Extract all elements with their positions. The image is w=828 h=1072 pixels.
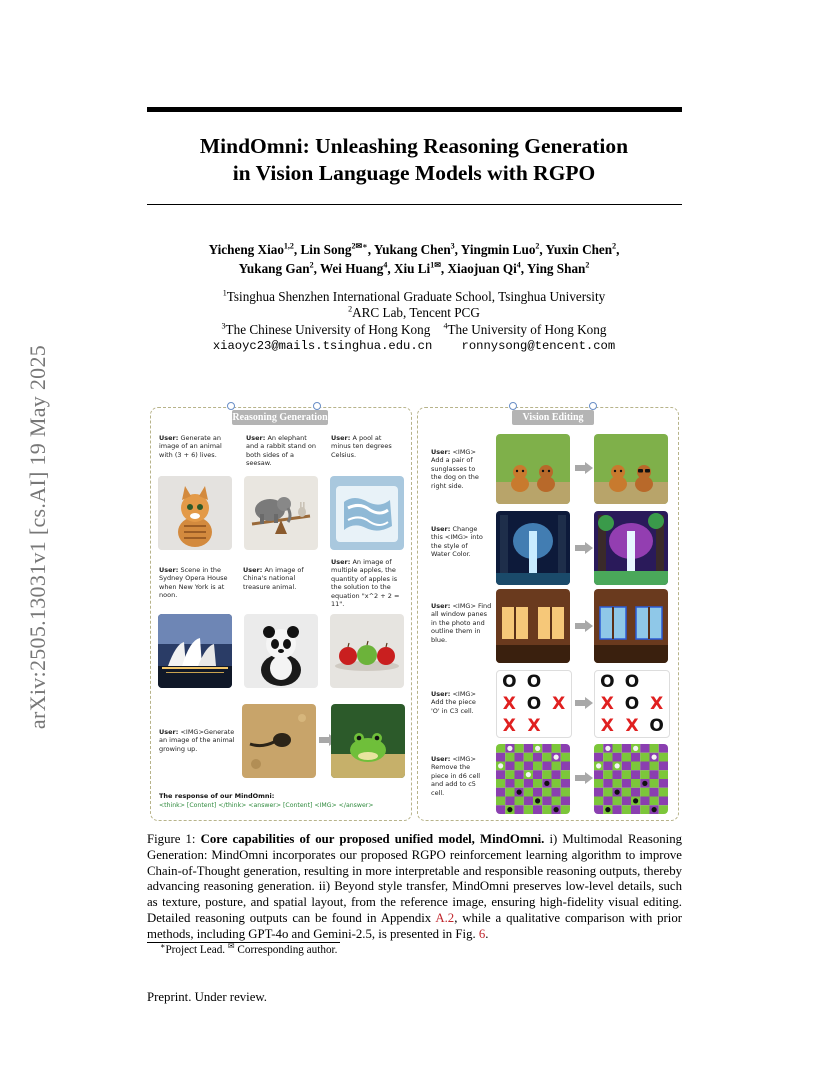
arrow-icon [575, 620, 593, 632]
board-square [659, 805, 668, 814]
board-cell: O [526, 693, 542, 714]
chess-piece [535, 746, 540, 751]
board-cell: X [502, 693, 516, 714]
forest-after-image [594, 511, 668, 585]
board-square [659, 779, 668, 788]
board-square [594, 744, 603, 753]
board-square [515, 805, 524, 814]
board-square [650, 797, 659, 806]
opera-house-image [158, 614, 232, 688]
board-square [659, 788, 668, 797]
chess-piece [554, 755, 559, 760]
board-square [524, 762, 533, 771]
board-square [594, 788, 603, 797]
paper-title: MindOmni: Unleashing Reasoning Generation in Vision Language Models with RGPO [199, 134, 629, 185]
chess-after-board [594, 744, 668, 814]
board-square [640, 788, 649, 797]
board-square [659, 744, 668, 753]
figure-6-link[interactable]: 6 [478, 926, 486, 941]
board-square [640, 805, 649, 814]
board-square [505, 753, 514, 762]
chess-piece [605, 807, 610, 812]
prompt-cat: User: Generate an image of an animal with (3 + 6) lives. [159, 434, 222, 459]
response-format: <think> [Content] </think> <answer> [Content] <IMG> </answer> [159, 802, 374, 809]
edit-prompt-watercolor: User: Change this <IMG> into the style of Water Color. [431, 525, 483, 559]
panda-image [244, 614, 318, 688]
board-square [640, 770, 649, 779]
board-square [594, 753, 603, 762]
board-cell: X [502, 715, 516, 736]
board-square [650, 779, 659, 788]
board-square [524, 779, 533, 788]
board-square [552, 788, 561, 797]
chess-piece [652, 755, 657, 760]
frozen-pool-image [330, 476, 404, 550]
chess-piece [652, 807, 657, 812]
chess-piece [596, 763, 601, 768]
board-square [561, 770, 570, 779]
board-square [533, 805, 542, 814]
board-square [603, 797, 612, 806]
board-square [496, 744, 505, 753]
board-square [515, 770, 524, 779]
board-square [561, 744, 570, 753]
board-square [631, 753, 640, 762]
board-square [603, 788, 612, 797]
board-square [524, 744, 533, 753]
board-square [505, 797, 514, 806]
board-square [542, 805, 551, 814]
board-cell: X [600, 693, 614, 714]
chess-piece [544, 781, 549, 786]
preprint-note: Preprint. Under review. [147, 990, 267, 1004]
board-square [515, 797, 524, 806]
board-square [622, 788, 631, 797]
chess-piece [554, 807, 559, 812]
board-square [561, 779, 570, 788]
board-square [515, 762, 524, 771]
board-square [561, 753, 570, 762]
board-square [552, 770, 561, 779]
board-cell [546, 671, 571, 693]
board-cell [546, 715, 571, 737]
board-square [603, 770, 612, 779]
board-cell: O [624, 693, 640, 714]
board-square [594, 805, 603, 814]
panel-knob [589, 402, 597, 410]
appendix-link[interactable]: A.2 [435, 910, 455, 925]
chess-piece [605, 746, 610, 751]
figure-caption: Figure 1: Core capabilities of our proposed unified model, MindOmni. i) Multimodal Reasoning Generation: MindOmni incorporates our proposed RGPO reinforcement learning algorithm to improve Chain-of-Thought generation, resulting in more interpretable and responsible reasoning outputs, thereby advancing reasoning generation. ii) Beyond style transfer, MindOmni preserves low-level details, such as texture, posture, and spatial layout, from the reference image, ensuring high-fidelity visual editing. Detailed reasoning outputs can be found in Appendix A.2, while a qualitative comparison with prior methods, including GPT-4o and Gemini-2.5, is presented in Fig. 6. [147, 832, 683, 941]
board-square [603, 762, 612, 771]
board-square [524, 753, 533, 762]
board-square [622, 762, 631, 771]
board-square [552, 797, 561, 806]
frog-image [331, 704, 405, 778]
board-square [542, 753, 551, 762]
chess-before-board [496, 744, 570, 814]
footnote-rule [147, 942, 340, 943]
board-square [613, 770, 622, 779]
board-square [515, 744, 524, 753]
room-after-image [594, 589, 668, 663]
chess-piece [517, 790, 522, 795]
board-cell [644, 671, 669, 693]
email-1[interactable]: xiaoyc23@mails.tsinghua.edu.cn [212, 339, 433, 354]
board-square [496, 788, 505, 797]
chess-piece [507, 807, 512, 812]
email-2[interactable]: ronnysong@tencent.com [461, 339, 616, 354]
board-cell: O [649, 715, 664, 736]
board-square [613, 805, 622, 814]
title-top-rule [147, 107, 682, 112]
board-square [533, 762, 542, 771]
footnote: ∗Project Lead. ✉ Corresponding author. [160, 941, 338, 956]
board-cell: X [527, 715, 541, 736]
board-square [552, 779, 561, 788]
board-cell: O [624, 671, 640, 692]
board-cell: X [552, 693, 566, 714]
board-square [659, 770, 668, 779]
board-square [552, 744, 561, 753]
board-square [613, 797, 622, 806]
title-bottom-rule [147, 204, 682, 205]
chess-piece [633, 798, 638, 803]
board-square [524, 797, 533, 806]
board-square [505, 770, 514, 779]
apples-image [330, 614, 404, 688]
board-square [552, 762, 561, 771]
panel-knob [509, 402, 517, 410]
board-square [622, 744, 631, 753]
board-square [650, 744, 659, 753]
board-square [496, 779, 505, 788]
board-square [640, 753, 649, 762]
board-square [594, 770, 603, 779]
board-square [515, 753, 524, 762]
chess-piece [507, 746, 512, 751]
arrow-icon [575, 462, 593, 474]
board-square [533, 753, 542, 762]
tictactoe-before-board [496, 670, 572, 738]
board-square [561, 762, 570, 771]
board-cell: O [526, 671, 542, 692]
dogs-before-image [496, 434, 570, 504]
board-square [613, 779, 622, 788]
board-cell: O [502, 671, 517, 692]
chess-piece [615, 763, 620, 768]
board-square [631, 779, 640, 788]
board-square [496, 805, 505, 814]
chess-piece [642, 781, 647, 786]
arrow-icon [575, 542, 593, 554]
vision-editing-title: Vision Editing [512, 410, 594, 425]
board-square [650, 788, 659, 797]
board-square [524, 805, 533, 814]
board-square [603, 753, 612, 762]
board-cell: X [625, 715, 639, 736]
board-square [613, 753, 622, 762]
board-square [496, 753, 505, 762]
edit-prompt-windows: User: <IMG> Find all window panes in the photo and outline them in blue. [431, 602, 492, 644]
board-square [640, 744, 649, 753]
board-square [622, 779, 631, 788]
prompt-grow-up: User: <IMG>Generate an image of the animal growing up. [159, 728, 235, 753]
board-square [622, 753, 631, 762]
chess-piece [615, 790, 620, 795]
board-cell: X [600, 715, 614, 736]
edit-prompt-chess: User: <IMG> Remove the piece in d6 cell and add to c5 cell. [431, 755, 481, 797]
board-square [561, 805, 570, 814]
panel-knob [313, 402, 321, 410]
board-square [561, 797, 570, 806]
board-square [533, 788, 542, 797]
board-square [524, 788, 533, 797]
prompt-seesaw: User: An elephant and a rabbit stand on both sides of a seesaw. [246, 434, 316, 468]
prompt-opera-house: User: Scene in the Sydney Opera House when New York is at noon. [159, 566, 228, 600]
arxiv-stamp: arXiv:2505.13031v1 [cs.AI] 19 May 2025 [25, 344, 50, 730]
response-label: The response of our MindOmni: [159, 792, 275, 800]
board-square [650, 762, 659, 771]
board-square [640, 762, 649, 771]
board-square [622, 770, 631, 779]
prompt-panda: User: An image of China's national treasure animal. [243, 566, 304, 591]
chess-piece [535, 798, 540, 803]
board-square [505, 788, 514, 797]
panel-knob [227, 402, 235, 410]
edit-prompt-tictactoe: User: <IMG> Add the piece 'O' in C3 cell. [431, 690, 476, 715]
board-square [640, 797, 649, 806]
board-square [542, 770, 551, 779]
board-cell: X [650, 693, 664, 714]
chess-piece [633, 746, 638, 751]
board-square [561, 788, 570, 797]
chess-piece [498, 763, 503, 768]
board-square [542, 744, 551, 753]
board-square [631, 805, 640, 814]
board-square [650, 770, 659, 779]
prompt-pool: User: A pool at minus ten degrees Celsius. [331, 434, 392, 459]
board-square [505, 779, 514, 788]
board-square [613, 744, 622, 753]
cat-image [158, 476, 232, 550]
prompt-apples: User: An image of multiple apples, the quantity of apples is the solution to the equation "x^2 + 2 = 11". [331, 558, 400, 609]
board-square [659, 753, 668, 762]
board-square [631, 762, 640, 771]
board-cell: O [600, 671, 615, 692]
board-square [659, 797, 668, 806]
reasoning-generation-title: Reasoning Generation [232, 412, 328, 423]
board-square [631, 770, 640, 779]
tictactoe-after-board [594, 670, 670, 738]
board-square [533, 779, 542, 788]
board-square [542, 788, 551, 797]
arrow-icon [575, 697, 593, 709]
room-before-image [496, 589, 570, 663]
board-square [622, 805, 631, 814]
board-square [533, 770, 542, 779]
board-square [594, 797, 603, 806]
board-square [622, 797, 631, 806]
board-square [515, 779, 524, 788]
board-square [659, 762, 668, 771]
board-square [603, 779, 612, 788]
board-square [505, 762, 514, 771]
seesaw-image [244, 476, 318, 550]
chess-piece [526, 772, 531, 777]
author-list: Yicheng Xiao$^{1,2}$, Lin Song$^{2✉∗}$, Yukang Chen$^3$, Yingmin Luo$^2$, Yuxin Chen$^2$, Yukang Gan$^2$, Wei Huang$^4$, Xiu $Li^{1✉}$, Xiaojuan Qi$^4$, Ying Shan$^2$ [208, 241, 620, 276]
affiliations: $^1$Tsinghua Shenzhen International Graduate School, Tsinghua University $^2$ARC Lab, Tencent PCG $^3$The Chinese University of Hong Kong $^4$The University of Hong Kong xiaoyc23@mails.tsinghua.edu.cn ronnysong@tencent.com [212, 288, 616, 354]
board-square [496, 770, 505, 779]
board-square [542, 797, 551, 806]
board-square [496, 797, 505, 806]
tadpole-image [242, 704, 316, 778]
edit-prompt-sunglasses: User: <IMG> Add a pair of sunglasses to the dog on the right side. [431, 448, 479, 490]
board-square [594, 779, 603, 788]
forest-before-image [496, 511, 570, 585]
board-square [631, 788, 640, 797]
arrow-icon [575, 772, 593, 784]
dogs-after-image [594, 434, 668, 504]
board-square [542, 762, 551, 771]
